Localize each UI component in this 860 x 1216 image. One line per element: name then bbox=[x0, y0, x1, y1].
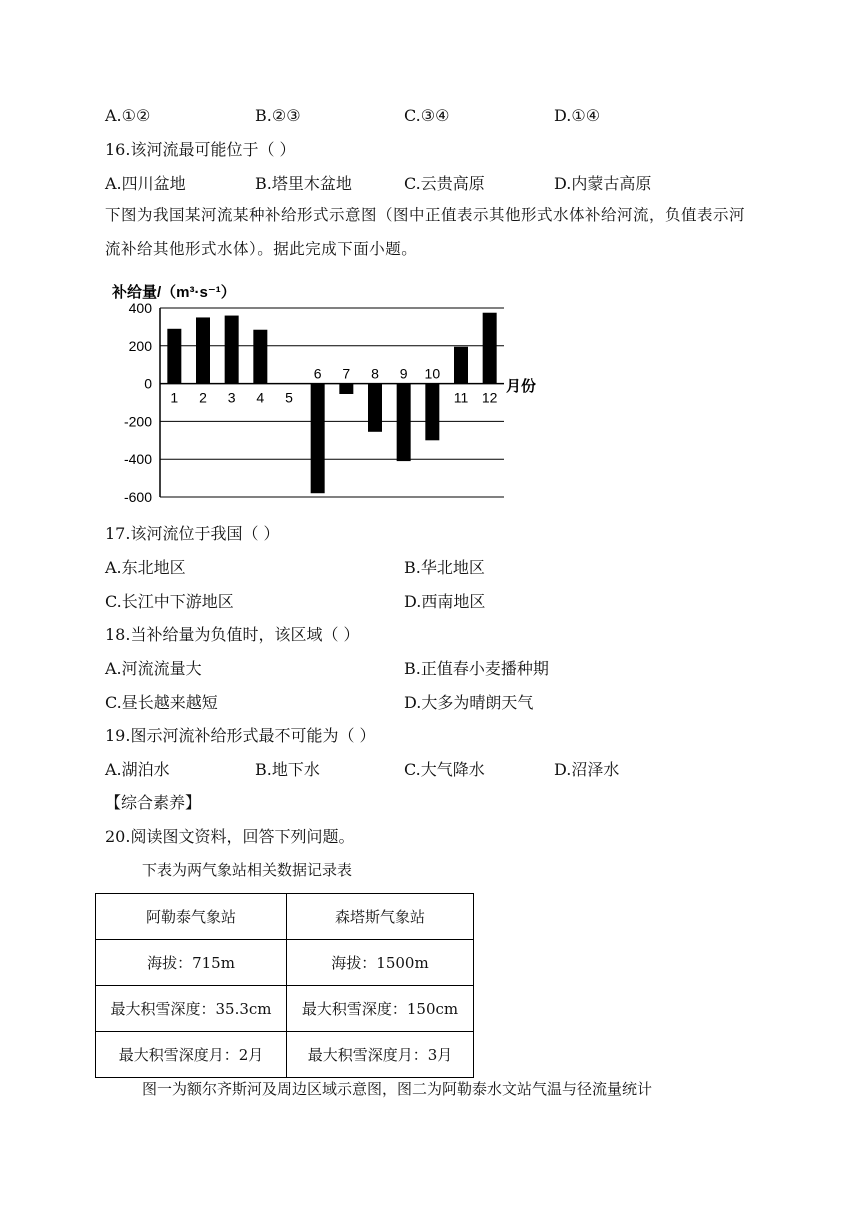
y-tick-label: 400 bbox=[128, 300, 152, 316]
bar-month-9 bbox=[397, 384, 411, 461]
q20-stem: 20.阅读图文资料，回答下列问题。 bbox=[105, 827, 355, 846]
y-tick-labels bbox=[124, 300, 152, 503]
q18-stem: 18.当补给量为负值时，该区域（ ） bbox=[105, 625, 360, 644]
table-cell: 最大积雪深度：35.3cm bbox=[96, 986, 287, 1032]
bar-month-1 bbox=[167, 329, 181, 384]
bar-month-6 bbox=[311, 384, 325, 494]
y-tick-label: -200 bbox=[123, 413, 152, 430]
x-tick-label: 9 bbox=[399, 365, 408, 382]
table-caption: 下表为两气象站相关数据记录表 bbox=[142, 861, 353, 879]
q15-option-c: C.③④ bbox=[404, 106, 450, 125]
table-header-cell: 森塔斯气象站 bbox=[287, 894, 474, 940]
q16-option-a: A.四川盆地 bbox=[105, 174, 186, 193]
x-tick-label: 11 bbox=[453, 389, 469, 406]
table-header-row bbox=[96, 894, 474, 940]
q15-option-b: B.②③ bbox=[255, 106, 301, 125]
table-cell: 海拔：1500m bbox=[287, 940, 474, 986]
recharge-bar-chart bbox=[100, 278, 560, 503]
q17-option-a: A.东北地区 bbox=[105, 558, 186, 577]
x-tick-label: 7 bbox=[342, 365, 351, 382]
q17-option-b: B.华北地区 bbox=[404, 558, 485, 577]
q17-option-d: D.西南地区 bbox=[404, 592, 486, 611]
table-cell: 最大积雪深度：150cm bbox=[287, 986, 474, 1032]
q19-option-b: B.地下水 bbox=[255, 760, 320, 779]
q18-option-a: A.河流流量大 bbox=[105, 659, 202, 678]
x-tick-label: 8 bbox=[371, 365, 379, 382]
x-axis-label: 月份 bbox=[506, 378, 537, 395]
bar-month-3 bbox=[225, 316, 239, 384]
table-cell: 最大积雪深度月：3月 bbox=[287, 1032, 474, 1078]
q18-option-d: D.大多为晴朗天气 bbox=[404, 693, 534, 712]
x-tick-label: 3 bbox=[227, 389, 236, 406]
table-cell: 最大积雪深度月：2月 bbox=[96, 1032, 287, 1078]
x-tick-labels bbox=[170, 366, 497, 406]
q19-option-a: A.湖泊水 bbox=[105, 760, 170, 779]
y-axis-label: 补给量/（m³·s⁻¹） bbox=[112, 284, 236, 301]
x-tick-label: 4 bbox=[256, 389, 265, 406]
bar-month-2 bbox=[196, 317, 210, 383]
grid-lines bbox=[160, 308, 504, 497]
x-tick-label: 12 bbox=[481, 389, 498, 406]
table-row bbox=[96, 986, 474, 1032]
bars bbox=[167, 313, 496, 493]
bar-month-7 bbox=[339, 384, 353, 394]
figure-description: 图一为额尔齐斯河及周边区域示意图，图二为阿勒泰水文站气温与径流量统计 bbox=[142, 1080, 653, 1098]
q16-option-b: B.塔里木盆地 bbox=[255, 174, 352, 193]
bar-month-10 bbox=[425, 384, 439, 441]
y-tick-label: 200 bbox=[128, 337, 152, 354]
table-cell: 海拔：715m bbox=[96, 940, 287, 986]
section-heading: 【综合素养】 bbox=[105, 793, 202, 812]
q16-option-d: D.内蒙古高原 bbox=[554, 174, 652, 193]
x-tick-label: 6 bbox=[313, 365, 322, 382]
q15-option-d: D.①④ bbox=[554, 106, 601, 125]
q16-option-c: C.云贵高原 bbox=[404, 174, 485, 193]
bar-month-8 bbox=[368, 384, 382, 432]
table-header-cell: 阿勒泰气象站 bbox=[96, 894, 287, 940]
bar-month-12 bbox=[483, 313, 497, 384]
q19-option-c: C.大气降水 bbox=[404, 760, 485, 779]
q16-stem: 16.该河流最可能位于（ ） bbox=[105, 140, 296, 159]
bar-month-4 bbox=[253, 330, 267, 384]
weather-station-table bbox=[95, 893, 474, 1078]
q18-option-c: C.昼长越来越短 bbox=[105, 693, 218, 712]
q19-stem: 19.图示河流补给形式最不可能为（ ） bbox=[105, 726, 376, 745]
q17-option-c: C.长江中下游地区 bbox=[105, 592, 234, 611]
y-tick-label: 0 bbox=[144, 375, 152, 392]
bar-month-11 bbox=[454, 347, 468, 384]
x-tick-label: 1 bbox=[170, 389, 179, 406]
q17-stem: 17.该河流位于我国（ ） bbox=[105, 524, 280, 543]
q19-option-d: D.沼泽水 bbox=[554, 760, 620, 779]
y-tick-label: -600 bbox=[123, 489, 152, 503]
table-row bbox=[96, 1032, 474, 1078]
intro-paragraph: 下图为我国某河流某种补给形式示意图（图中正值表示其他形式水体补给河流，负值表示河流补给其他形式水体）。据此完成下面小题。 bbox=[105, 206, 746, 258]
x-tick-label: 10 bbox=[424, 365, 441, 382]
y-tick-label: -400 bbox=[123, 451, 152, 468]
q18-option-b: B.正值春小麦播种期 bbox=[404, 659, 549, 678]
q15-option-a: A.①② bbox=[105, 106, 151, 125]
x-tick-label: 2 bbox=[199, 389, 207, 406]
table-row bbox=[96, 940, 474, 986]
x-tick-label: 5 bbox=[285, 389, 293, 406]
